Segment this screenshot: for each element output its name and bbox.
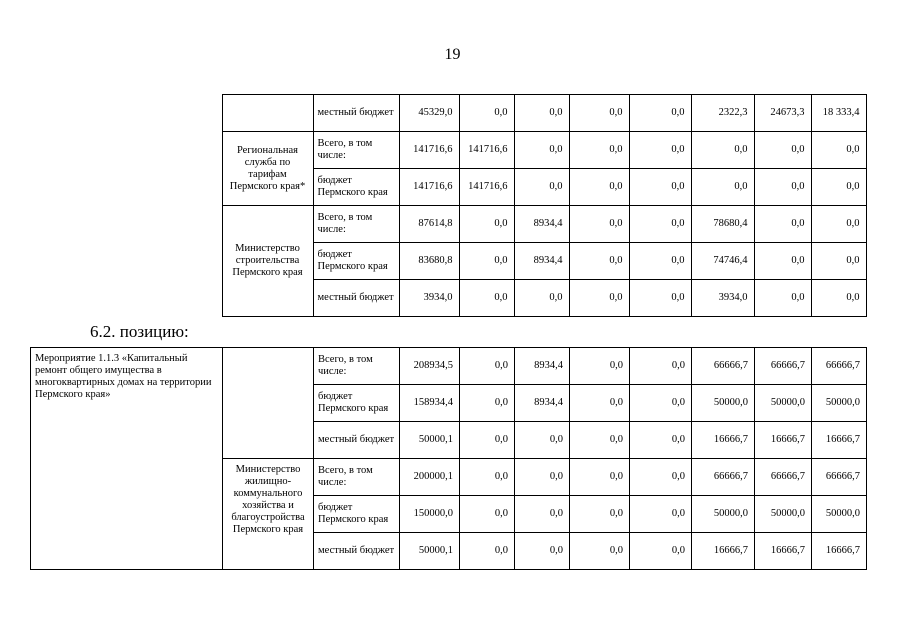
value-cell: 2322,3 [691,95,754,132]
value-cell: 0,0 [515,533,570,570]
value-cell: 200000,1 [400,459,460,496]
section-heading: 6.2. позицию: [90,322,189,341]
event-name-cell: Мероприятие 1.1.3 «Капитальный ремонт общего имущества в многоквартирных домах на территории Пермского края» [31,348,223,570]
value-cell: 66666,7 [755,348,812,385]
value-cell: 83680,8 [399,243,459,280]
value-cell: 8934,4 [515,348,570,385]
value-cell: 0,0 [459,206,514,243]
value-cell: 16666,7 [692,533,755,570]
organization-cell: Министерство жилищно-коммунального хозяйства и благоустройства Пермского края [223,459,314,570]
page-number: 19 [444,46,461,63]
value-cell: 0,0 [629,132,691,169]
value-cell: 0,0 [570,422,630,459]
table-row [30,95,866,132]
value-cell: 141716,6 [459,169,514,206]
value-cell: 16666,7 [812,422,867,459]
value-cell: 50000,0 [692,496,755,533]
value-cell: 0,0 [811,132,866,169]
value-cell: 50000,0 [812,496,867,533]
value-cell: 0,0 [460,459,515,496]
value-cell: 0,0 [569,206,629,243]
value-cell: 0,0 [629,95,691,132]
value-cell: 0,0 [514,95,569,132]
value-cell: 66666,7 [755,459,812,496]
value-cell: 0,0 [514,280,569,317]
value-cell: 0,0 [459,280,514,317]
value-cell: 0,0 [630,459,692,496]
value-cell: 16666,7 [812,533,867,570]
value-cell: 8934,4 [514,206,569,243]
value-cell: 0,0 [514,132,569,169]
funding-source-cell: местный бюджет [313,95,399,132]
organization-cell [222,95,313,132]
value-cell: 0,0 [570,533,630,570]
value-cell: 0,0 [629,243,691,280]
value-cell: 50000,0 [692,385,755,422]
value-cell: 0,0 [754,206,811,243]
funding-table-bottom [30,347,867,570]
value-cell: 3934,0 [399,280,459,317]
funding-source-cell: Всего, в том числе: [314,459,400,496]
funding-source-cell: бюджет Пермского края [313,169,399,206]
value-cell: 0,0 [754,169,811,206]
value-cell: 0,0 [630,496,692,533]
value-cell: 0,0 [514,169,569,206]
funding-source-cell: Всего, в том числе: [313,132,399,169]
value-cell: 0,0 [630,422,692,459]
value-cell: 0,0 [569,280,629,317]
funding-source-cell: Всего, в том числе: [313,206,399,243]
value-cell: 0,0 [811,206,866,243]
value-cell: 8934,4 [514,243,569,280]
value-cell: 66666,7 [692,348,755,385]
value-cell: 3934,0 [691,280,754,317]
funding-source-cell: Всего, в том числе: [314,348,400,385]
value-cell: 0,0 [569,243,629,280]
value-cell: 0,0 [460,385,515,422]
value-cell: 0,0 [629,280,691,317]
value-cell: 208934,5 [400,348,460,385]
value-cell: 0,0 [811,169,866,206]
value-cell: 0,0 [459,95,514,132]
value-cell: 0,0 [570,348,630,385]
value-cell: 0,0 [630,385,692,422]
value-cell: 50000,0 [755,496,812,533]
value-cell: 0,0 [460,533,515,570]
funding-source-cell: местный бюджет [314,422,400,459]
value-cell: 0,0 [460,496,515,533]
empty-cell [30,95,222,317]
value-cell: 66666,7 [812,459,867,496]
value-cell: 141716,6 [459,132,514,169]
funding-source-cell: бюджет Пермского края [314,496,400,533]
value-cell: 50000,0 [812,385,867,422]
value-cell: 0,0 [629,169,691,206]
funding-table-top [30,94,867,317]
value-cell: 0,0 [754,132,811,169]
value-cell: 141716,6 [399,169,459,206]
value-cell: 66666,7 [692,459,755,496]
funding-source-cell: бюджет Пермского края [314,385,400,422]
value-cell: 16666,7 [755,533,812,570]
value-cell: 0,0 [460,348,515,385]
value-cell: 0,0 [629,206,691,243]
value-cell: 0,0 [811,280,866,317]
value-cell: 158934,4 [400,385,460,422]
organization-cell [223,348,314,459]
value-cell: 0,0 [811,243,866,280]
value-cell: 78680,4 [691,206,754,243]
value-cell: 0,0 [754,243,811,280]
value-cell: 8934,4 [515,385,570,422]
value-cell: 0,0 [630,348,692,385]
organization-cell: Региональная служба по тарифам Пермского края* [222,132,313,206]
funding-source-cell: местный бюджет [314,533,400,570]
value-cell: 0,0 [569,169,629,206]
value-cell: 141716,6 [399,132,459,169]
value-cell: 150000,0 [400,496,460,533]
value-cell: 0,0 [570,385,630,422]
funding-source-cell: бюджет Пермского края [313,243,399,280]
value-cell: 0,0 [570,496,630,533]
value-cell: 0,0 [460,422,515,459]
value-cell: 0,0 [569,132,629,169]
table-row [31,348,867,385]
value-cell: 0,0 [515,459,570,496]
organization-cell: Министерство строительства Пермского края [222,206,313,317]
value-cell: 24673,3 [754,95,811,132]
value-cell: 45329,0 [399,95,459,132]
value-cell: 0,0 [515,496,570,533]
value-cell: 0,0 [630,533,692,570]
value-cell: 0,0 [691,169,754,206]
value-cell: 0,0 [569,95,629,132]
value-cell: 50000,1 [400,422,460,459]
value-cell: 0,0 [515,422,570,459]
value-cell: 50000,1 [400,533,460,570]
value-cell: 16666,7 [692,422,755,459]
value-cell: 0,0 [459,243,514,280]
value-cell: 0,0 [691,132,754,169]
value-cell: 0,0 [570,459,630,496]
value-cell: 50000,0 [755,385,812,422]
value-cell: 16666,7 [755,422,812,459]
value-cell: 74746,4 [691,243,754,280]
funding-source-cell: местный бюджет [313,280,399,317]
value-cell: 18 333,4 [811,95,866,132]
value-cell: 87614,8 [399,206,459,243]
value-cell: 66666,7 [812,348,867,385]
value-cell: 0,0 [754,280,811,317]
